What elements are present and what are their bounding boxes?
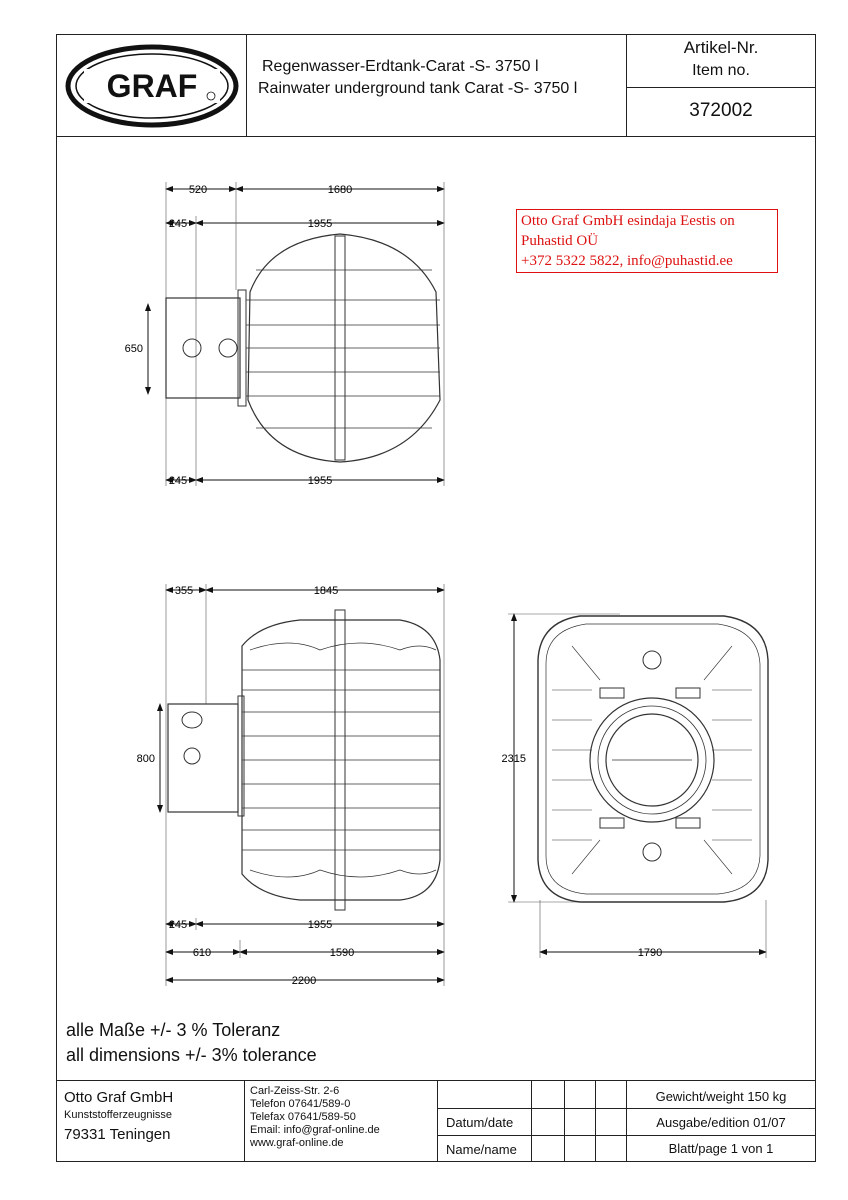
footer-col-5 <box>595 1080 596 1162</box>
footer-row-2 <box>437 1135 816 1136</box>
address-line: Email: info@graf-online.de <box>250 1124 380 1136</box>
footer-name-label: Name/name <box>446 1142 517 1157</box>
footer-address <box>250 1085 380 1150</box>
dealer-line-2: Puhastid OÜ <box>521 233 599 249</box>
footer-col-1 <box>244 1080 245 1162</box>
footer-col-3 <box>531 1080 532 1162</box>
tolerance-english: all dimensions +/- 3% tolerance <box>66 1045 317 1065</box>
dim-245-bottom: 245 <box>168 475 188 487</box>
footer-date-label: Datum/date <box>446 1115 514 1130</box>
article-label-de: Artikel-Nr. <box>683 38 759 57</box>
side-view <box>160 584 444 986</box>
footer-page: Blatt/page 1 von 1 <box>668 1141 774 1156</box>
footer-weight: Gewicht/weight 150 kg <box>655 1089 787 1104</box>
title-german: Regenwasser-Erdtank-Carat -S- 3750 l <box>262 58 539 75</box>
dim-520: 520 <box>188 184 208 196</box>
dim-245-top: 245 <box>168 218 188 230</box>
dim-2200: 2200 <box>291 975 317 987</box>
dealer-line-3: +372 5322 5822, info@puhastid.ee <box>521 253 733 269</box>
top-view <box>148 182 444 486</box>
dim-245-side: 245 <box>168 919 188 931</box>
address-line: Telefax 07641/589-50 <box>250 1111 356 1123</box>
tolerance-german: alle Maße +/- 3 % Toleranz <box>66 1020 281 1040</box>
dim-610: 610 <box>192 947 212 959</box>
dim-1790: 1790 <box>637 947 663 959</box>
dim-1955-top: 1955 <box>307 218 333 230</box>
dim-1955-side: 1955 <box>307 919 333 931</box>
dim-1955-bottom: 1955 <box>307 475 333 487</box>
address-line: www.graf-online.de <box>250 1137 344 1149</box>
footer-col-2 <box>437 1080 438 1162</box>
dim-1590: 1590 <box>329 947 355 959</box>
address-line: Carl-Zeiss-Str. 2-6 <box>250 1085 340 1097</box>
dim-800: 800 <box>136 753 155 765</box>
article-number: 372002 <box>689 100 753 121</box>
footer-col-4 <box>564 1080 565 1162</box>
footer-company-sub: Kunststofferzeugnisse <box>64 1109 173 1121</box>
dim-1845: 1845 <box>313 585 339 597</box>
title-english: Rainwater underground tank Carat -S- 3750 l <box>258 80 578 97</box>
dealer-line-1: Otto Graf GmbH esindaja Eestis on <box>521 213 735 229</box>
footer-row-1 <box>437 1108 816 1109</box>
address-line: Telefon 07641/589-0 <box>250 1098 351 1110</box>
article-label-en: Item no. <box>692 62 750 79</box>
footer-divider <box>56 1080 816 1081</box>
dim-355: 355 <box>174 585 194 597</box>
footer-city: 79331 Teningen <box>64 1126 171 1143</box>
dim-1680: 1680 <box>327 184 353 196</box>
footer-company: Otto Graf GmbH <box>64 1089 174 1106</box>
footer-edition: Ausgabe/edition 01/07 <box>656 1115 786 1130</box>
dim-650: 650 <box>124 343 143 355</box>
end-view <box>508 614 768 958</box>
logo-text: GRAF <box>106 68 198 104</box>
dim-2315: 2315 <box>501 753 526 765</box>
